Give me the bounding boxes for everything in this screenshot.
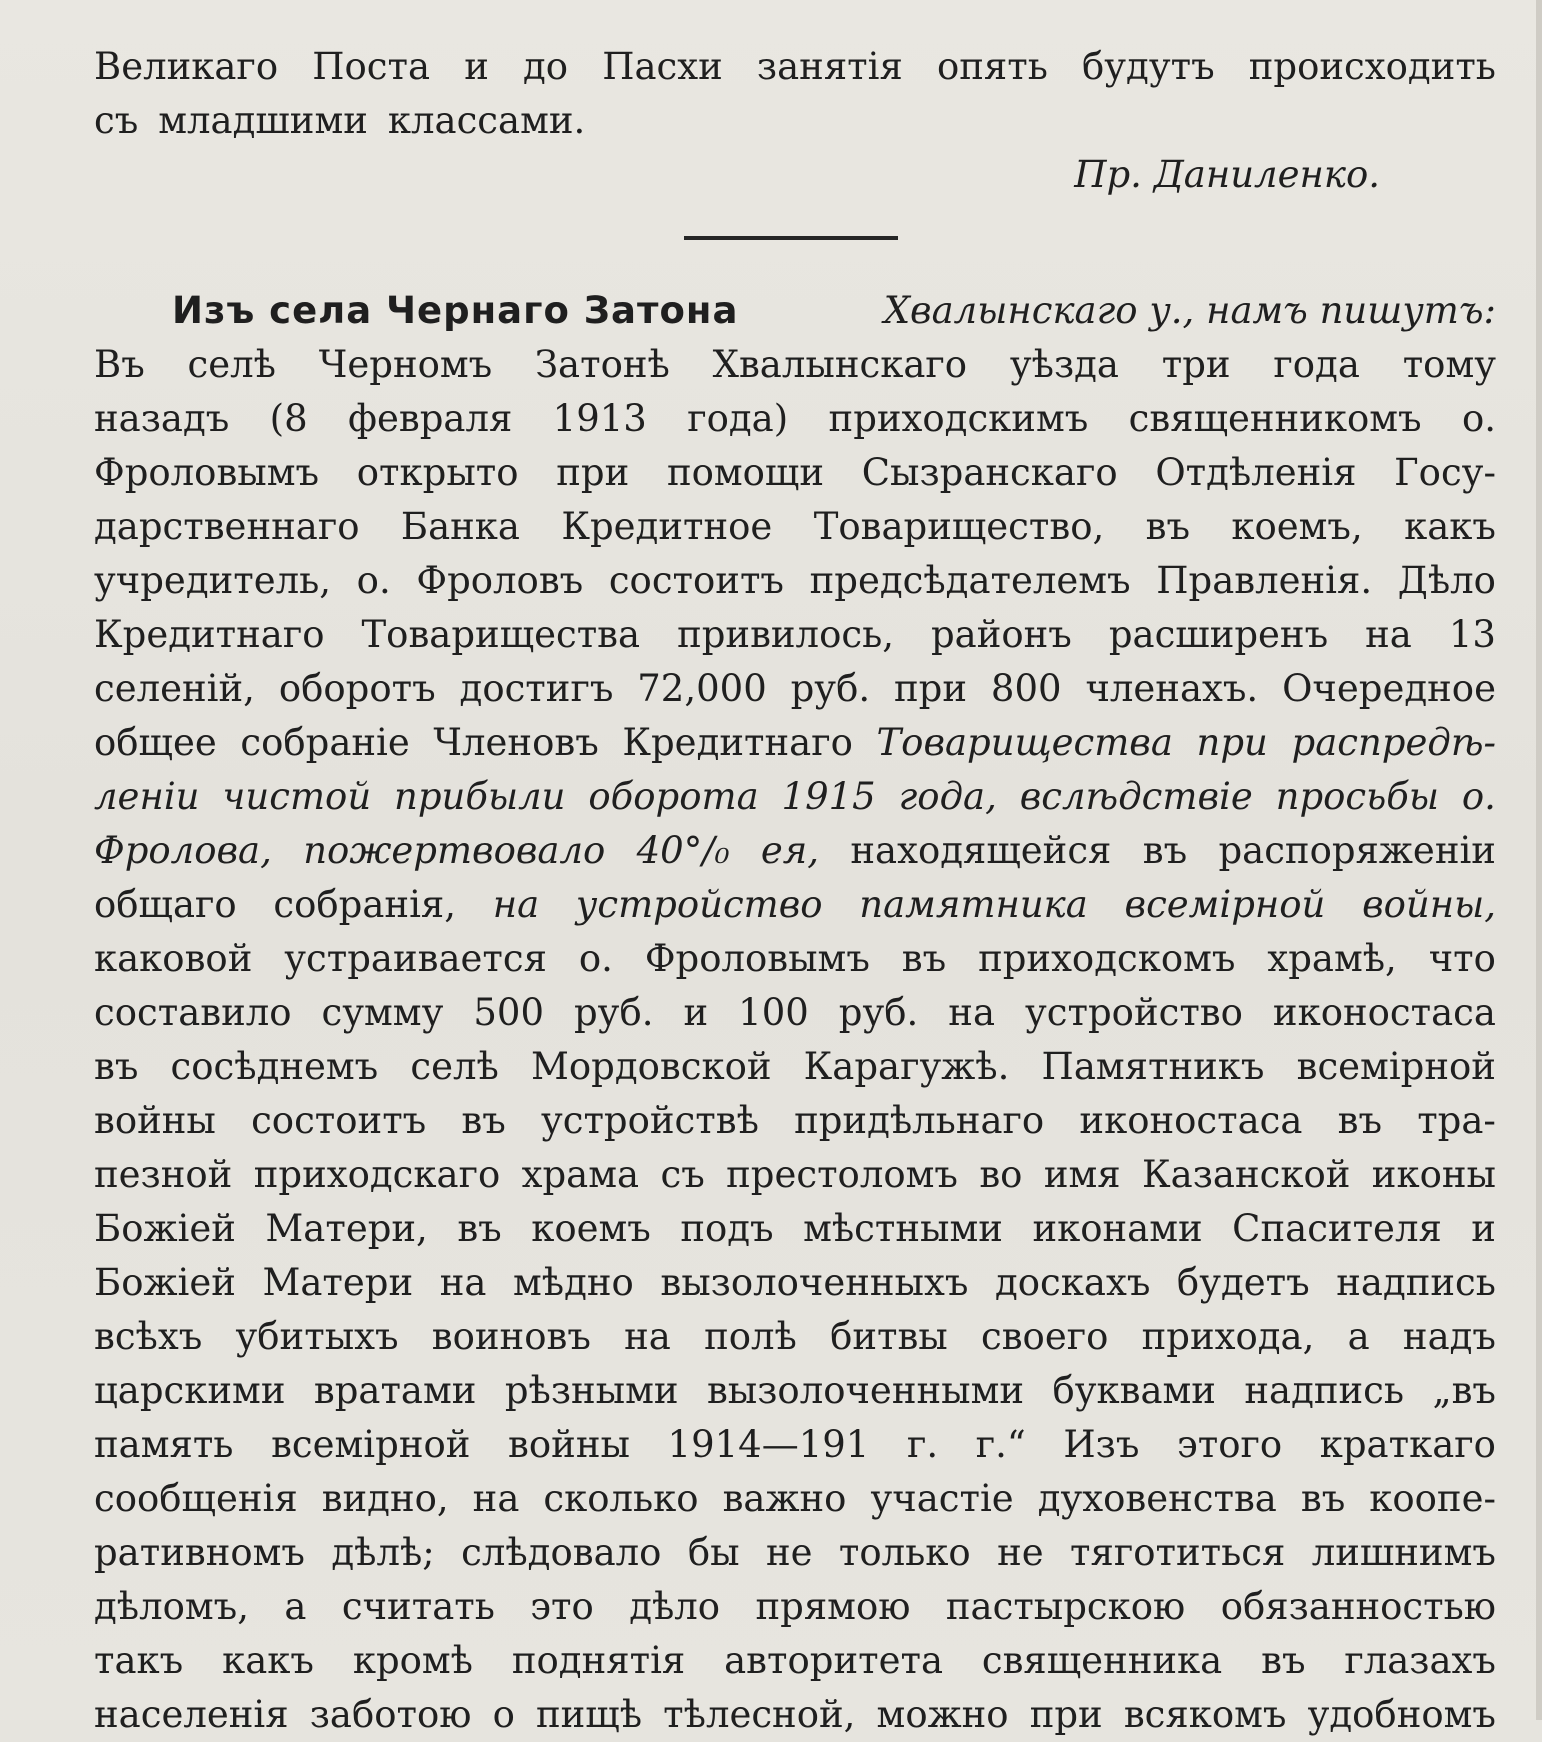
word: въ <box>1300 1477 1346 1520</box>
word: духовенства <box>1037 1477 1277 1520</box>
word: о. <box>356 559 391 602</box>
article-line <box>94 1040 1496 1094</box>
word: и <box>683 991 709 1034</box>
article-line <box>94 500 1496 554</box>
italic-word: при <box>1196 721 1268 764</box>
word: Дѣло <box>1397 559 1496 602</box>
word: храма <box>521 1153 640 1196</box>
word: Кредитнаго <box>94 613 325 656</box>
word: съ <box>94 99 139 142</box>
word: считать <box>341 1585 495 1628</box>
word: этого <box>1177 1423 1283 1466</box>
word: иконостаса <box>1079 1099 1303 1142</box>
word: состоитъ <box>608 559 784 602</box>
word: вратами <box>313 1369 477 1412</box>
word: 500 <box>473 991 544 1034</box>
word: тѣлесной, <box>663 1693 856 1736</box>
word: младшими <box>158 99 368 142</box>
italic-word: распредѣ- <box>1291 721 1496 764</box>
article-line <box>94 770 1496 824</box>
word: каковой <box>94 937 253 980</box>
word: сумму <box>321 991 444 1034</box>
word: иконами <box>1032 1207 1203 1250</box>
word: слѣдовало <box>461 1531 662 1574</box>
word: и <box>464 45 489 88</box>
word: приходскомъ <box>978 937 1236 980</box>
word: руб. <box>573 991 654 1034</box>
article-body <box>94 338 1496 1742</box>
word: надъ <box>1402 1315 1496 1358</box>
word: въ <box>1145 505 1190 548</box>
word: а <box>1347 1315 1370 1358</box>
word: воиновъ <box>431 1315 591 1358</box>
word: доскахъ <box>994 1261 1151 1304</box>
word: до <box>523 45 569 88</box>
word: коемъ <box>531 1207 651 1250</box>
word: тра- <box>1417 1099 1496 1142</box>
word: всемірной <box>1296 1045 1496 1088</box>
article-line <box>94 608 1496 662</box>
word: священникомъ <box>1128 397 1422 440</box>
word: прихода, <box>1141 1315 1315 1358</box>
word: Фроловъ <box>416 559 584 602</box>
word: обязанностью <box>1220 1585 1496 1628</box>
italic-word: 1915 <box>781 775 876 818</box>
word: не <box>765 1531 813 1574</box>
word: происходить <box>1248 45 1496 88</box>
word: Матери <box>262 1261 414 1304</box>
word: сообщенія <box>94 1477 298 1520</box>
word: членахъ. <box>1085 667 1259 710</box>
italic-word: просьбы <box>1275 775 1439 818</box>
italic-word: устройство <box>575 883 823 926</box>
word: занятія <box>756 45 903 88</box>
word: на <box>624 1315 671 1358</box>
word: „въ <box>1432 1369 1496 1412</box>
word: и <box>1471 1207 1496 1250</box>
article-line <box>94 1256 1496 1310</box>
word: составило <box>94 991 292 1034</box>
article-line <box>94 1094 1496 1148</box>
word: бы <box>687 1531 740 1574</box>
article-line <box>94 1634 1496 1688</box>
word: Фроловымъ <box>644 937 870 980</box>
word: коопе- <box>1369 1477 1496 1520</box>
italic-word: оборота <box>588 775 759 818</box>
italic-word: чистой <box>222 775 372 818</box>
italic-word: ея, <box>760 829 820 872</box>
word: селеній, <box>94 667 255 710</box>
word: дѣломъ, <box>94 1585 249 1628</box>
word: въ <box>461 1099 506 1142</box>
word: надпись <box>1336 1261 1496 1304</box>
word: память <box>94 1423 234 1466</box>
word: въ <box>457 1207 502 1250</box>
word: коемъ, <box>1231 505 1363 548</box>
word: убитыхъ <box>235 1315 399 1358</box>
italic-word: прибыли <box>394 775 566 818</box>
word: краткаго <box>1319 1423 1496 1466</box>
word: прямою <box>755 1585 911 1628</box>
word: такъ <box>94 1639 184 1682</box>
word: будутъ <box>1082 45 1215 88</box>
word: рѣзными <box>504 1369 679 1412</box>
word: предсѣдателемъ <box>809 559 1131 602</box>
italic-word: о. <box>1461 775 1496 818</box>
word: Великаго <box>94 45 279 88</box>
word: открыто <box>356 451 519 494</box>
word: дѣлѣ; <box>331 1531 435 1574</box>
word: общее <box>94 721 217 764</box>
word: селѣ <box>187 343 276 386</box>
word: сосѣднемъ <box>170 1045 379 1088</box>
word: храмѣ, <box>1267 937 1397 980</box>
word: надпись <box>1244 1369 1405 1412</box>
word: привилось, <box>677 613 894 656</box>
italic-word: памятника <box>859 883 1088 926</box>
word: Отдѣленія <box>1155 451 1357 494</box>
word: опять <box>936 45 1048 88</box>
article-line <box>94 554 1496 608</box>
word: въ <box>901 937 947 980</box>
word: вызолоченными <box>706 1369 1025 1412</box>
word: пастырскою <box>945 1585 1186 1628</box>
word: Поста <box>312 45 431 88</box>
word: устраивается <box>284 937 547 980</box>
word: участіе <box>870 1477 1014 1520</box>
word: Черномъ <box>318 343 493 386</box>
heading-source: Хвалынскаго у., намъ пишутъ: <box>883 289 1496 332</box>
word: мѣстными <box>803 1207 1003 1250</box>
word: въ <box>94 1045 139 1088</box>
word: войны <box>508 1423 630 1466</box>
word: при <box>1029 1693 1103 1736</box>
word: учредитель, <box>94 559 332 602</box>
word: въ <box>1337 1099 1382 1142</box>
word: во <box>979 1153 1023 1196</box>
word: собраніе <box>240 721 410 764</box>
word: мѣдно <box>512 1261 634 1304</box>
word: 100 <box>738 991 809 1034</box>
word: дарственнаго <box>94 505 360 548</box>
word: тому <box>1402 343 1496 386</box>
word: приходскаго <box>253 1153 501 1196</box>
word: Пасхи <box>602 45 723 88</box>
article-heading <box>94 284 1496 338</box>
word: имя <box>1043 1153 1121 1196</box>
word: поднятія <box>511 1639 686 1682</box>
article-line <box>94 986 1496 1040</box>
word: Карагужѣ. <box>803 1045 1010 1088</box>
text-column <box>94 40 1496 1742</box>
word: при <box>556 451 630 494</box>
word: Кредитное <box>561 505 773 548</box>
intro-line <box>94 94 1496 148</box>
article-line <box>94 1364 1496 1418</box>
word: Матери, <box>265 1207 428 1250</box>
word: видно, <box>321 1477 449 1520</box>
word: Мордовской <box>530 1045 772 1088</box>
word: устройство <box>1025 991 1243 1034</box>
word: не <box>997 1531 1044 1574</box>
word: Правленія. <box>1156 559 1373 602</box>
word: что <box>1428 937 1496 980</box>
word: только <box>838 1531 971 1574</box>
word: сколько <box>543 1477 699 1520</box>
word: года <box>1273 343 1360 386</box>
word: буквами <box>1052 1369 1216 1412</box>
word: о <box>492 1693 515 1736</box>
word: важно <box>722 1477 847 1520</box>
word: своего <box>980 1315 1109 1358</box>
word: заботою <box>309 1693 472 1736</box>
word: пезной <box>94 1153 233 1196</box>
word: иконы <box>1371 1153 1496 1196</box>
word: Товарищества <box>361 613 641 656</box>
word: Банка <box>400 505 520 548</box>
word: Фроловымъ <box>94 451 320 494</box>
word: Памятникъ <box>1041 1045 1265 1088</box>
word: распоряженіи <box>1218 829 1496 872</box>
article-line <box>94 446 1496 500</box>
word: 1913 <box>552 397 647 440</box>
section-divider <box>94 202 1496 284</box>
word: придѣльнаго <box>794 1099 1045 1142</box>
italic-word: вслѣдствіе <box>1019 775 1253 818</box>
word: Божіей <box>94 1261 236 1304</box>
word: приходскимъ <box>828 397 1089 440</box>
article-line <box>94 338 1496 392</box>
word: Госу- <box>1394 451 1496 494</box>
article-line <box>94 878 1496 932</box>
article-line <box>94 716 1496 770</box>
word: будетъ <box>1176 1261 1310 1304</box>
word: Очередное <box>1282 667 1496 710</box>
word: всѣхъ <box>94 1315 203 1358</box>
word: удобномъ <box>1307 1693 1496 1736</box>
article-line <box>94 1418 1496 1472</box>
word: уѣзда <box>1009 343 1119 386</box>
word: пищѣ <box>535 1693 643 1736</box>
page-edge-shadow <box>1536 0 1542 1720</box>
word: селѣ <box>410 1045 499 1088</box>
italic-word: Товарищества <box>876 721 1173 764</box>
word: царскими <box>94 1369 286 1412</box>
word: населенія <box>94 1693 289 1736</box>
word: руб. <box>790 667 871 710</box>
word: г. <box>906 1423 939 1466</box>
word: на <box>439 1261 487 1304</box>
word: (8 <box>269 397 308 440</box>
word: ративномъ <box>94 1531 305 1574</box>
word: оборотъ <box>278 667 436 710</box>
word: 13 <box>1448 613 1496 656</box>
word: состоитъ <box>251 1099 427 1142</box>
italic-word: года, <box>898 775 997 818</box>
word: о. <box>1461 397 1496 440</box>
article-line <box>94 824 1496 878</box>
signature: Пр. Даниленко. <box>1074 153 1380 196</box>
word: Кредитнаго <box>622 721 853 764</box>
word: престоломъ <box>726 1153 958 1196</box>
word: иконостаса <box>1272 991 1496 1034</box>
word: съ <box>660 1153 705 1196</box>
word: года) <box>687 397 789 440</box>
word: районъ <box>930 613 1072 656</box>
word: подъ <box>680 1207 774 1250</box>
word: въ <box>1142 829 1188 872</box>
word: Божіей <box>94 1207 236 1250</box>
word: Членовъ <box>433 721 599 764</box>
word: Хвалынскаго <box>712 343 968 386</box>
article-line <box>94 1688 1496 1742</box>
word: на <box>1365 613 1412 656</box>
article-line <box>94 1148 1496 1202</box>
word: въ <box>1261 1639 1306 1682</box>
word: дѣло <box>629 1585 721 1628</box>
heading-place: Изъ села Чернаго Затона <box>172 289 739 332</box>
word: тяготиться <box>1070 1531 1286 1574</box>
article-line <box>94 1472 1496 1526</box>
word: собранія, <box>273 883 457 926</box>
word: войны <box>94 1099 216 1142</box>
word: расширенъ <box>1108 613 1329 656</box>
article-line <box>94 932 1496 986</box>
word: битвы <box>830 1315 948 1358</box>
word: февраля <box>348 397 513 440</box>
word: общаго <box>94 883 237 926</box>
word: лишнимъ <box>1311 1531 1496 1574</box>
word: устройствѣ <box>540 1099 759 1142</box>
italic-word: на <box>492 883 540 926</box>
article-line <box>94 662 1496 716</box>
italic-word: Фролова, <box>94 829 272 872</box>
word: три <box>1161 343 1231 386</box>
italic-word: всемірной <box>1124 883 1326 926</box>
italic-word: леніи <box>94 775 200 818</box>
word: какъ <box>1404 505 1496 548</box>
italic-word: пожертвовало <box>303 829 606 872</box>
word: всякомъ <box>1123 1693 1287 1736</box>
word: а <box>284 1585 307 1628</box>
word: Товарищество, <box>813 505 1105 548</box>
italic-word: 40°/₀ <box>636 829 730 872</box>
word: авторитета <box>724 1639 943 1682</box>
italic-word: войны, <box>1362 883 1496 926</box>
word: полѣ <box>704 1315 797 1358</box>
word: находящейся <box>850 829 1112 872</box>
word: Изъ <box>1063 1423 1140 1466</box>
divider-rule <box>684 236 898 240</box>
word: г.“ <box>975 1423 1026 1466</box>
word: при <box>894 667 968 710</box>
intro-line <box>94 40 1496 94</box>
word: достигъ <box>459 667 614 710</box>
word: помощи <box>666 451 824 494</box>
article-line <box>94 1310 1496 1364</box>
word: на <box>472 1477 520 1520</box>
word: Затонѣ <box>535 343 670 386</box>
word: назадъ <box>94 397 230 440</box>
word: Сызранскаго <box>861 451 1118 494</box>
word: вызолоченныхъ <box>660 1261 969 1304</box>
word: руб. <box>838 991 919 1034</box>
article-line <box>94 1580 1496 1634</box>
word: кромѣ <box>352 1639 473 1682</box>
article-line <box>94 392 1496 446</box>
word: Казанской <box>1142 1153 1351 1196</box>
article-line <box>94 1526 1496 1580</box>
word: это <box>530 1585 594 1628</box>
word: можно <box>876 1693 1009 1736</box>
word: 1914—191 <box>667 1423 870 1466</box>
word: всемірной <box>271 1423 471 1466</box>
word: Въ <box>94 343 145 386</box>
word: о. <box>578 937 613 980</box>
word: классами. <box>387 99 586 142</box>
word: какъ <box>222 1639 314 1682</box>
word: глазахъ <box>1344 1639 1496 1682</box>
word: на <box>948 991 996 1034</box>
word: 800 <box>990 667 1062 710</box>
word: священника <box>981 1639 1223 1682</box>
word: Спасителя <box>1232 1207 1442 1250</box>
article-line <box>94 1202 1496 1256</box>
word: 72,000 <box>637 667 767 710</box>
